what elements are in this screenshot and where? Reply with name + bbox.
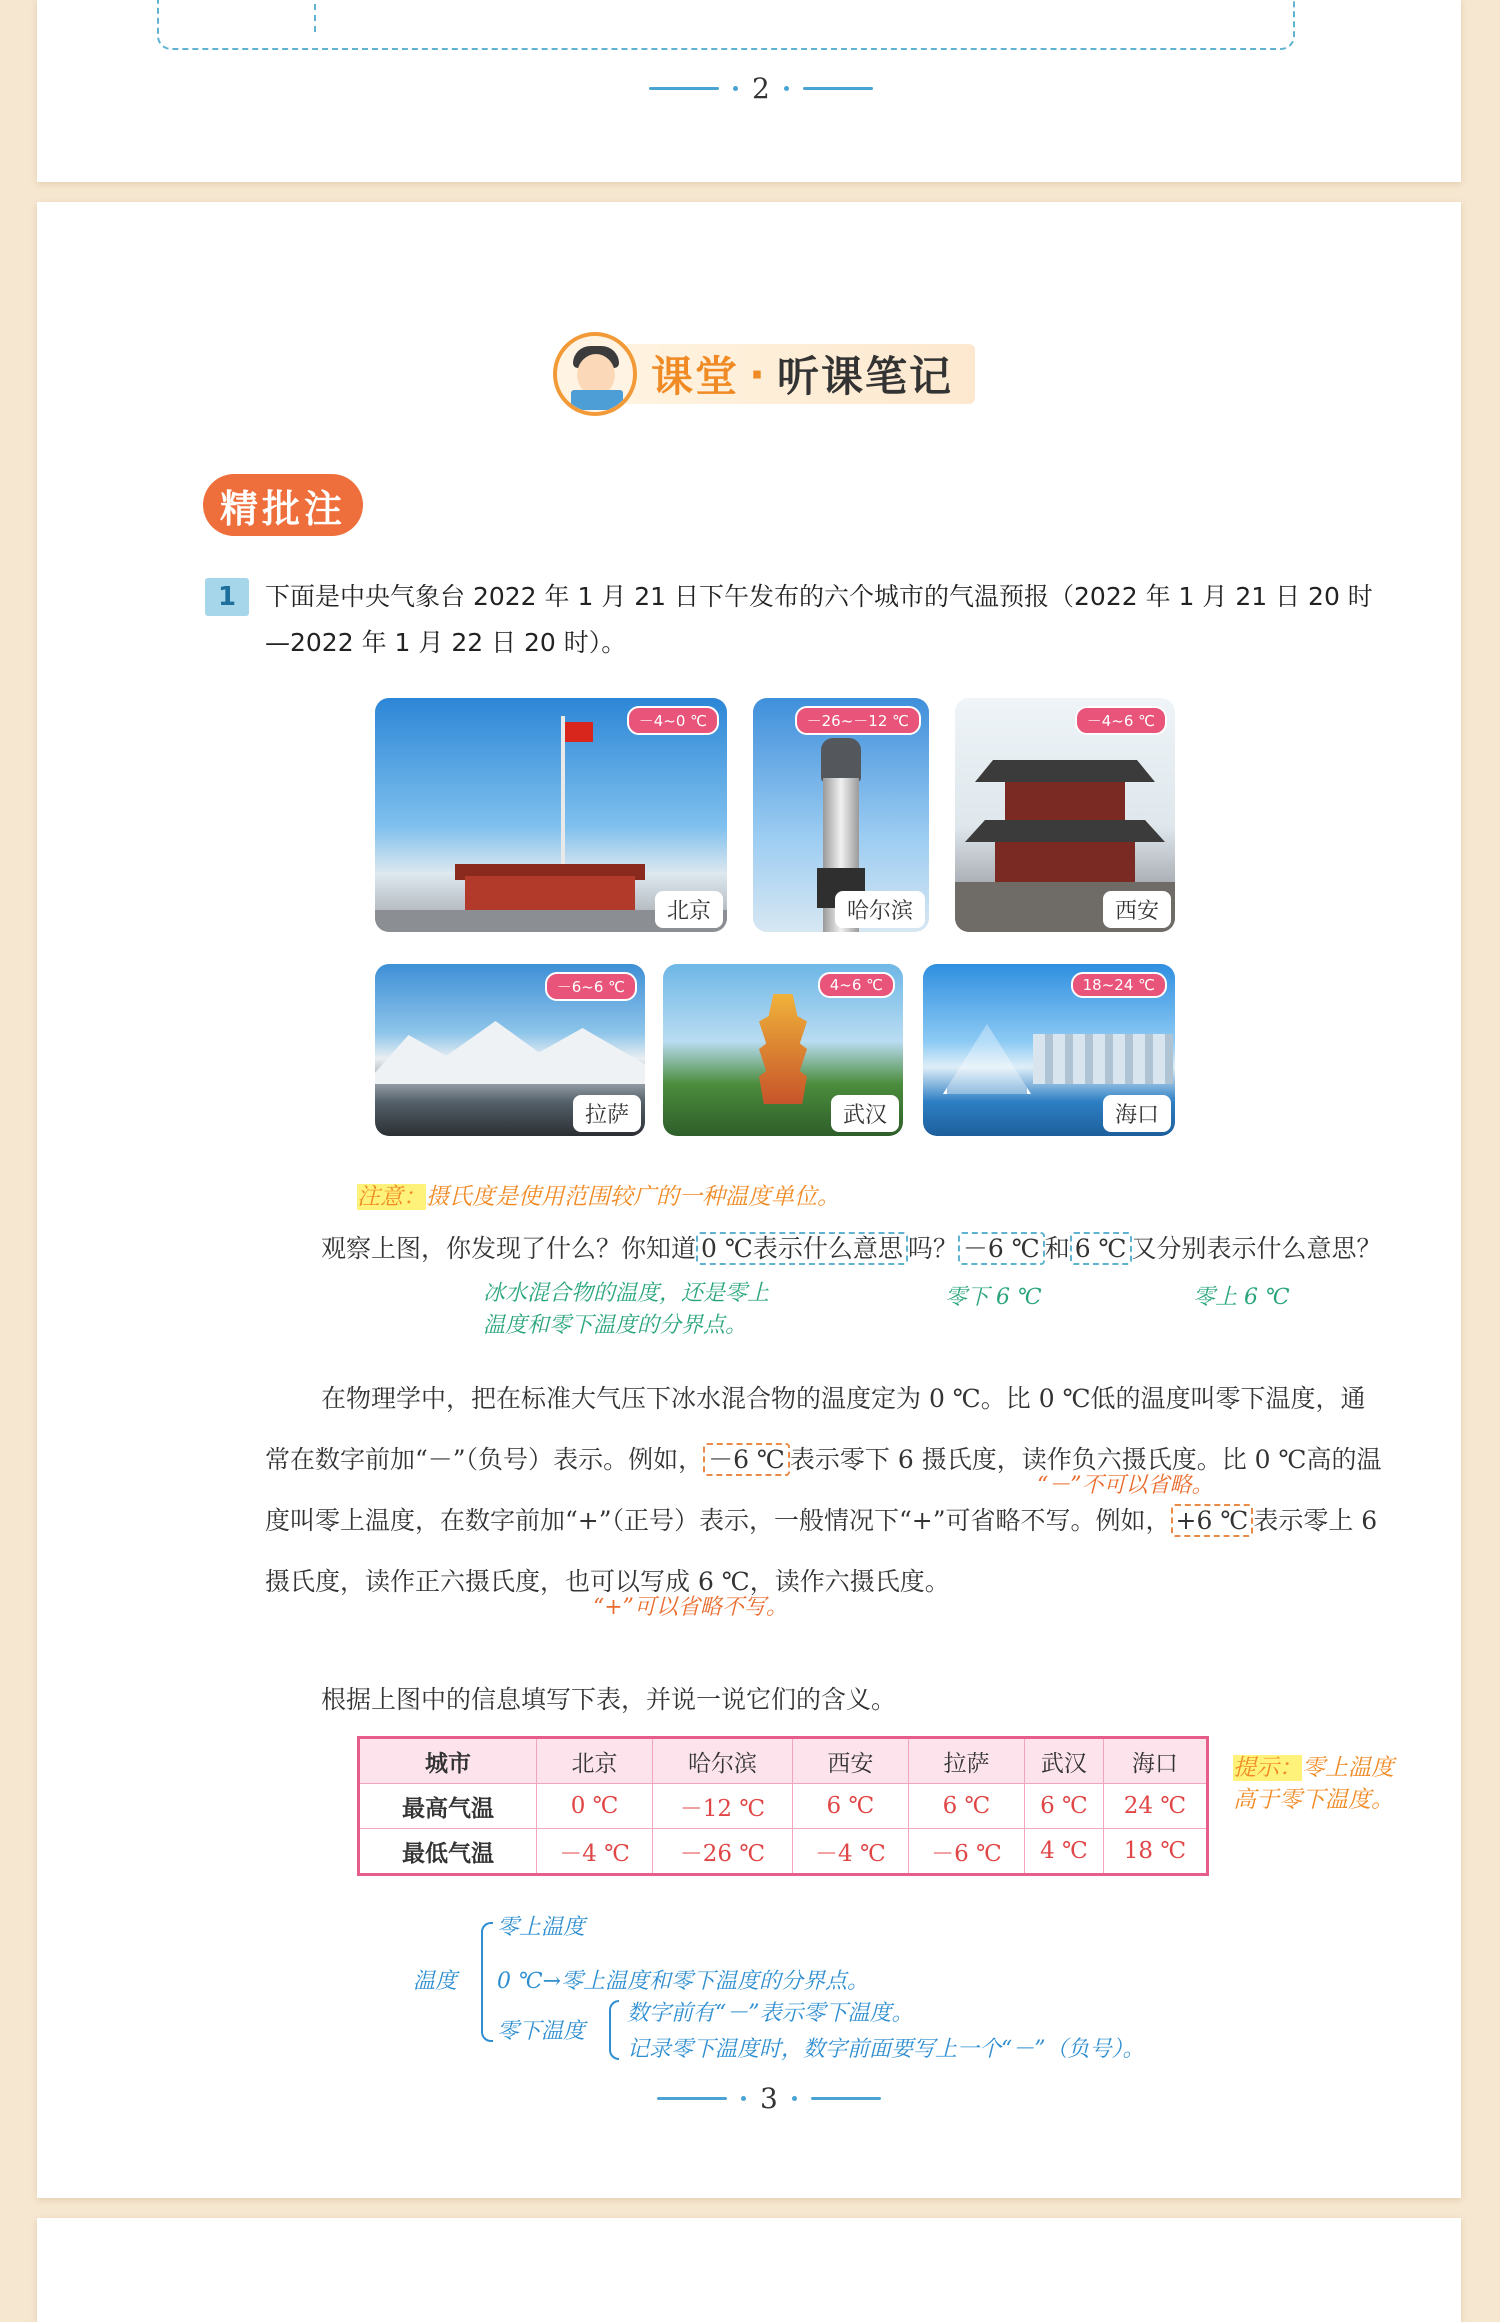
summary-below-2: 记录零下温度时，数字前面要写上一个“－”（负号）。 <box>627 2037 1145 2062</box>
temp-badge: －26~－12 ℃ <box>795 706 921 735</box>
table-row-label: 最高气温 <box>359 1784 537 1829</box>
city-label: 海口 <box>1103 1095 1171 1132</box>
table-cell: －26 ℃ <box>653 1829 793 1875</box>
photo-harbin <box>753 698 929 932</box>
physics-text-2: 表示零下 6 摄氏度，读作负六摄氏度。比 0 ℃高的温度叫零上温度，在数字前加“+”（正号）表示，一般情况下“+”可省略不写。例如， <box>265 1445 1382 1535</box>
physics-box-plus6: +6 ℃ <box>1171 1504 1254 1537</box>
summary-brace <box>481 1922 493 2042</box>
page-number-text: 3 <box>760 2082 778 2115</box>
table-header-cell: 北京 <box>537 1738 653 1784</box>
photo-xian <box>955 698 1175 932</box>
page-number-dot <box>792 2096 797 2101</box>
table-cell: －4 ℃ <box>537 1829 653 1875</box>
table-header-cell: 哈尔滨 <box>653 1738 793 1784</box>
main-page <box>37 202 1461 2198</box>
section-banner <box>553 332 975 416</box>
table-header-cell: 海口 <box>1103 1738 1207 1784</box>
table-intro: 根据上图中的信息填写下表，并说一说它们的含义。 <box>321 1685 897 1714</box>
temp-badge: －6~6 ℃ <box>545 972 637 1001</box>
table-cell: 24 ℃ <box>1103 1784 1207 1829</box>
table-cell: －12 ℃ <box>653 1784 793 1829</box>
note-text: 摄氏度是使用范围较广的一种温度单位。 <box>426 1184 840 1210</box>
page-number-line <box>649 87 719 90</box>
page-number-line <box>811 2097 881 2100</box>
annotation-minus-sign: “－”不可以省略。 <box>1037 1473 1214 1498</box>
annotation-zero-line2: 温度和零下温度的分界点。 <box>483 1313 748 1338</box>
page-number-line <box>657 2097 727 2100</box>
summary-above: 零上温度 <box>497 1915 586 1940</box>
photo-wuhan <box>663 964 903 1136</box>
summary-below: 零下温度 <box>497 2019 586 2044</box>
summary-below-1: 数字前有“－”表示零下温度。 <box>627 2001 914 2026</box>
observe-box-minus6: －6 ℃ <box>958 1232 1045 1265</box>
page-number-dot <box>784 86 789 91</box>
city-label: 武汉 <box>831 1095 899 1132</box>
annotation-minus6: 零下 6 ℃ <box>945 1285 1042 1310</box>
page-number-top <box>649 72 873 105</box>
section-tag: 精批注 <box>203 474 363 536</box>
summary-sub-brace <box>609 2000 619 2060</box>
table-cell: 4 ℃ <box>1025 1829 1104 1875</box>
page-number-main <box>657 2082 881 2115</box>
note-annotation <box>357 1178 840 1211</box>
observe-text-3: 和 <box>1044 1234 1070 1263</box>
annotation-zero-line1: 冰水混合物的温度，还是零上 <box>483 1281 770 1306</box>
table-header-row <box>359 1738 1208 1784</box>
table-header-cell: 拉萨 <box>908 1738 1024 1784</box>
temp-badge: 18~24 ℃ <box>1071 972 1167 998</box>
banner-title-part2: 听课笔记 <box>776 352 953 401</box>
next-page <box>37 2218 1461 2322</box>
observe-paragraph <box>265 1226 1385 1272</box>
student-avatar-icon <box>553 332 637 416</box>
question-number: 1 <box>205 578 249 616</box>
summary-zero: 0 ℃→零上温度和零下温度的分界点。 <box>497 1969 870 1994</box>
table-header-cell: 武汉 <box>1025 1738 1104 1784</box>
table-header-cell: 城市 <box>359 1738 537 1784</box>
banner-title-dot: · <box>749 349 767 399</box>
dashed-divider <box>314 0 316 32</box>
observe-text-1: 观察上图，你发现了什么？你知道 <box>321 1234 697 1263</box>
city-label: 北京 <box>655 891 723 928</box>
temp-badge: 4~6 ℃ <box>818 972 895 998</box>
observe-text-2: 吗？ <box>907 1234 958 1263</box>
city-label: 拉萨 <box>573 1095 641 1132</box>
observe-box-plus6: 6 ℃ <box>1070 1232 1132 1265</box>
observe-box-zero: 0 ℃表示什么意思 <box>696 1232 908 1265</box>
photo-haikou <box>923 964 1175 1136</box>
dashed-note-box <box>157 0 1295 50</box>
hint-label: 提示： <box>1233 1755 1302 1781</box>
table-row-label: 最低气温 <box>359 1829 537 1875</box>
table-cell: －4 ℃ <box>792 1829 908 1875</box>
annotation-plus6: 零上 6 ℃ <box>1193 1285 1290 1310</box>
temp-badge: －4~0 ℃ <box>627 706 719 735</box>
annotation-plus-sign: “+”可以省略不写。 <box>593 1595 788 1620</box>
banner-title <box>623 344 975 404</box>
page-number-text: 2 <box>752 72 770 105</box>
city-label: 西安 <box>1103 891 1171 928</box>
table-cell: 0 ℃ <box>537 1784 653 1829</box>
table-cell: 6 ℃ <box>792 1784 908 1829</box>
physics-text-1: 在物理学中，把在标准大气压下冰水混合物的温度定为 0 ℃。比 0 ℃低的温度叫零下温度，通常在数字前加“－”（负号）表示。例如， <box>265 1384 1366 1474</box>
previous-page <box>37 0 1461 182</box>
observe-text-4: 又分别表示什么意思？ <box>1131 1234 1382 1263</box>
table-row <box>359 1829 1208 1875</box>
table-row <box>359 1784 1208 1829</box>
page-number-dot <box>741 2096 746 2101</box>
summary-root: 温度 <box>413 1969 458 1994</box>
table-cell: －6 ℃ <box>908 1829 1024 1875</box>
city-label: 哈尔滨 <box>835 891 925 928</box>
banner-title-part1: 课堂 <box>651 352 740 401</box>
physics-text-3: 表示零上 6 摄氏度，读作正六摄氏度，也可以写成 6 ℃，读作六摄氏度。 <box>265 1506 1378 1596</box>
page-number-dot <box>733 86 738 91</box>
temp-badge: －4~6 ℃ <box>1075 706 1167 735</box>
table-cell: 18 ℃ <box>1103 1829 1207 1875</box>
page-number-line <box>803 87 873 90</box>
physics-box-minus6: －6 ℃ <box>703 1443 790 1476</box>
annotation-zero <box>483 1278 769 1342</box>
physics-paragraph <box>265 1368 1385 1612</box>
table-cell: 6 ℃ <box>1025 1784 1104 1829</box>
table-header-cell: 西安 <box>792 1738 908 1784</box>
photo-beijing <box>375 698 727 932</box>
temperature-table <box>357 1736 1209 1876</box>
photo-lasa <box>375 964 645 1136</box>
note-label: 注意： <box>357 1184 426 1210</box>
hint-annotation <box>1233 1752 1403 1816</box>
hint-text: 零上温度高于零下温度。 <box>1233 1755 1394 1813</box>
question-text: 下面是中央气象台 2022 年 1 月 21 日下午发布的六个城市的气温预报（2022 年 1 月 21 日 20 时—2022 年 1 月 22 日 20 时）。 <box>265 582 1373 657</box>
table-cell: 6 ℃ <box>908 1784 1024 1829</box>
